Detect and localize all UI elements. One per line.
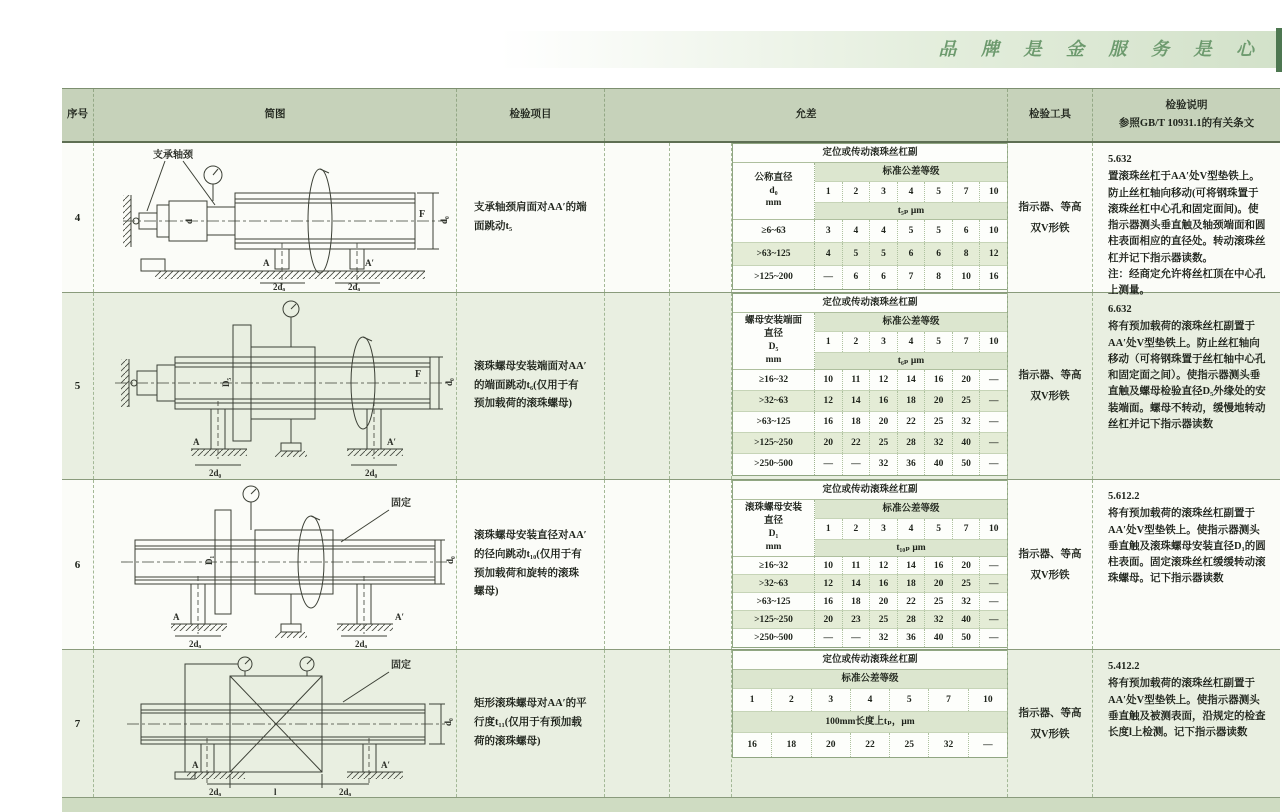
table-row-5	[62, 293, 1280, 480]
tolerance-value-cell: 2	[842, 332, 870, 352]
d0-label: d₀	[443, 717, 453, 726]
tolerance-value-cell: 32	[924, 611, 952, 628]
tolerance-value-cell: 5	[897, 220, 925, 242]
tolerance-value-cell: 8	[924, 266, 952, 289]
tolerance-value-cell: 16	[869, 391, 897, 411]
note-text: 将有预加载荷的滚珠丝杠副置于AA′处V型垫铁上。防止丝杠轴向移动（可将钢珠置于丝杠轴中心孔和固定面之间）。使指示器测头垂直触及螺母检验直径D₅外缘处的安装端面。螺母不转动，缓慢地转动丝杠并记下指示器读数	[1108, 321, 1266, 430]
tolerance-data-row: >125~250 20 22 25 28 32 40 —	[733, 433, 1007, 454]
note-remark: 注：经商定允许将丝杠顶在中心孔上测量。	[1108, 268, 1266, 297]
tolerance-value-cell: 6	[952, 220, 980, 242]
note-clause: 5.612.2	[1108, 491, 1140, 502]
tolerance-value-cell: 18	[897, 575, 925, 592]
tolerance-data-row: >125~250 20 23 25 28 32 40 —	[733, 611, 1007, 629]
tolerance-value-cell: 14	[842, 575, 870, 592]
flange-diameter-label: D₅	[221, 377, 231, 387]
grade-values-row	[815, 332, 1007, 353]
diagram-nut-face-runout	[93, 293, 456, 479]
tolerance-value-cell: 5	[924, 519, 952, 539]
tolerance-value-cell: 25	[952, 391, 980, 411]
tolerance-value-cell: 20	[823, 438, 834, 448]
dim-right: 2d₀	[348, 281, 361, 291]
tolerance-data-row: >250~500 — — 32 36 40 50 —	[733, 629, 1007, 647]
slogan-text: 品 牌 是 金 服 务 是 心	[938, 39, 1264, 59]
inspection-item: 支承轴颈肩面对AA′的端面跳动t₅	[456, 143, 604, 292]
spacer-column	[669, 143, 731, 292]
tolerance-value-cell: —	[823, 459, 834, 469]
tolerance-value-cell: 11	[842, 557, 870, 574]
note-clause: 5.632	[1108, 154, 1132, 165]
tolerance-value-cell: 2	[771, 689, 810, 711]
tolerance-value-cell: 32	[869, 454, 897, 475]
row-seq: 6	[74, 558, 81, 571]
tolerance-value-cell: 10	[979, 519, 1007, 539]
f-label: F	[419, 208, 426, 220]
tolerance-value-cell: 4	[825, 249, 831, 259]
a-prime-label: A′	[387, 436, 397, 447]
tolerance-value-cell: 10	[968, 689, 1007, 711]
tolerance-value-cell: 18	[842, 593, 870, 610]
dim-right: 2d₀	[339, 786, 352, 796]
tolerance-value-cell: 5	[842, 243, 870, 265]
tolerance-value-cell: —	[979, 629, 1007, 647]
dim-left: 2d₀	[209, 786, 222, 796]
note-clause: 6.632	[1108, 304, 1132, 315]
tolerance-value-cell: 32	[952, 593, 980, 610]
tolerance-table-title: 定位或传动滚珠丝杠副	[733, 294, 1007, 313]
tolerance-value-cell: 1	[825, 187, 831, 197]
a-label: A	[173, 611, 180, 622]
note-header-title: 检验说明	[1165, 100, 1208, 112]
diagram-nut-radial-runout	[93, 480, 456, 649]
note-header-ref: 参照GB/T 10931.1的有关条文	[1118, 118, 1255, 129]
inspection-note	[1092, 293, 1280, 479]
tolerance-data-row: >32~63 12 14 16 18 20 25 —	[733, 575, 1007, 593]
tolerance-value-cell: 10	[979, 220, 1007, 242]
tolerance-data-row: ≥16~32 10 11 12 14 16 20 —	[733, 370, 1007, 391]
d-label: d	[184, 218, 194, 224]
tolerance-value-cell: 22	[897, 593, 925, 610]
inspection-table	[62, 88, 1280, 812]
technical-drawing-row5	[95, 295, 455, 478]
col-header-tool: 检验工具	[1007, 89, 1092, 141]
tolerance-value-cell: 10	[823, 561, 834, 571]
diagram-journal-face-runout	[93, 143, 456, 292]
tolerance-value-cell: 18	[897, 391, 925, 411]
tolerance-value-cell: 12	[979, 243, 1007, 265]
col-header-diagram: 简图	[93, 89, 456, 141]
page-banner	[500, 31, 1282, 68]
tolerance-data-row: ≥16~32 10 11 12 14 16 20 —	[733, 557, 1007, 575]
grade-label: 标准公差等级	[815, 500, 1007, 519]
tolerance-value-cell: 20	[811, 733, 850, 757]
tolerance-table-row6	[732, 480, 1008, 648]
a-prime-label: A′	[365, 257, 375, 268]
inspection-tool: 指示器、等高双V形铁	[1007, 143, 1092, 292]
flange-diameter-label: D₁	[204, 555, 214, 565]
spacer-column	[669, 650, 731, 797]
tolerance-value-cell: 11	[842, 370, 870, 390]
tolerance-data-row: ≥6~63 3 4 4 5 5 6 10	[733, 220, 1007, 243]
tolerance-value-cell: 40	[924, 454, 952, 475]
dim-left: 2d₀	[209, 467, 222, 478]
a-label: A	[193, 436, 200, 447]
inspection-item: 滚珠螺母安装直径对AA′的径向跳动t₁₀(仅用于有预加载荷和旋转的滚珠螺母)	[456, 480, 604, 649]
tolerance-column	[731, 143, 1007, 292]
tolerance-value-cell: 25	[889, 733, 928, 757]
tolerance-value-cell: —	[979, 391, 1007, 411]
tolerance-data-row: >250~500 — — 32 36 40 50 —	[733, 454, 1007, 475]
tolerance-data-row: >63~125 16 18 20 22 25 32 —	[733, 593, 1007, 611]
inspection-note	[1092, 480, 1280, 649]
spacer-column	[669, 293, 731, 479]
dim-right: 2d₀	[355, 638, 368, 648]
inspection-tool: 指示器、等高双V形铁	[1007, 293, 1092, 479]
tolerance-value-cell: 2	[842, 182, 870, 202]
callout-label: 固定	[391, 497, 411, 509]
grade-label: 标准公差等级	[733, 670, 1007, 689]
spacer-column	[604, 480, 669, 649]
tolerance-value-cell: 16	[747, 740, 757, 750]
tolerance-value-cell: 10	[952, 266, 980, 289]
tolerance-value-cell: 4	[897, 519, 925, 539]
tolerance-value-cell: 1	[749, 695, 755, 705]
tolerance-value-cell: —	[979, 370, 1007, 390]
inspection-tool: 指示器、等高双V形铁	[1007, 650, 1092, 797]
row-seq: 5	[74, 380, 81, 392]
tolerance-value-cell: 28	[897, 611, 925, 628]
tolerance-value-cell: 3	[811, 689, 850, 711]
tolerance-value-cell: 16	[823, 417, 834, 427]
inspection-tool: 指示器、等高双V形铁	[1007, 480, 1092, 649]
tolerance-value-cell: 22	[850, 733, 889, 757]
tolerance-value-cell: 25	[952, 575, 980, 592]
tolerance-value-cell: 20	[869, 593, 897, 610]
tolerance-value-cell: 40	[952, 433, 980, 453]
tolerance-data-row: >32~63 12 14 16 18 20 25 —	[733, 391, 1007, 412]
tolerance-column	[731, 480, 1007, 649]
unit-row: t₁₀ₚ μm	[815, 540, 1007, 556]
tolerance-value-cell: 25	[869, 611, 897, 628]
tolerance-value-cell: 4	[869, 220, 897, 242]
tolerance-value-cell: 7	[897, 266, 925, 289]
tolerance-value-cell: 4	[850, 689, 889, 711]
col-header-note	[1092, 89, 1280, 141]
dim-left: 2d₀	[273, 281, 286, 291]
tolerance-value-cell: —	[979, 412, 1007, 432]
tolerance-value-cell: —	[842, 454, 870, 475]
tolerance-value-cell: 1	[825, 524, 831, 534]
spacer-column	[669, 480, 731, 649]
note-text: 将有预加载荷的滚珠丝杠副置于AA′处V型垫铁上。使指示器测头垂直触及滚珠螺母安装直径D₁的圆柱表面。固定滚珠丝杠缓缓转动滚珠螺母。记下指示器读数	[1108, 508, 1266, 585]
tolerance-value-cell: 10	[979, 182, 1007, 202]
tolerance-value-cell: 16	[869, 575, 897, 592]
tolerance-value-cell: —	[979, 557, 1007, 574]
tolerance-value-cell: —	[968, 733, 1007, 757]
spacer-column	[604, 293, 669, 479]
note-clause: 5.412.2	[1108, 661, 1140, 672]
tolerance-value-cell: 5	[924, 332, 952, 352]
tolerance-value-cell: 12	[869, 557, 897, 574]
callout-label: 固定	[391, 659, 411, 671]
col-header-item: 检验项目	[456, 89, 604, 141]
tolerance-value-cell: 10	[979, 332, 1007, 352]
tolerance-table-title: 定位或传动滚珠丝杠副	[733, 144, 1007, 163]
tolerance-value-cell: 2	[842, 519, 870, 539]
tolerance-value-cell: 23	[842, 611, 870, 628]
tolerance-table-title: 定位或传动滚珠丝杠副	[733, 651, 1007, 670]
tolerance-value-cell: 5	[889, 689, 928, 711]
tolerance-value-cell: 50	[952, 629, 980, 647]
diagram-rect-nut-parallelism	[93, 650, 456, 797]
tolerance-value-cell: 4	[897, 332, 925, 352]
tolerance-value-cell: 6	[869, 266, 897, 289]
tolerance-value-cell: 1	[825, 337, 831, 347]
tolerance-value-cell: 3	[869, 332, 897, 352]
tolerance-table-title: 定位或传动滚珠丝杠副	[733, 481, 1007, 500]
row-seq: 4	[74, 211, 81, 224]
inspection-note	[1092, 650, 1280, 797]
d0-label: d₀	[445, 555, 455, 564]
tolerance-value-cell: 16	[924, 370, 952, 390]
tolerance-table-head	[733, 313, 1007, 370]
grade-label: 标准公差等级	[815, 163, 1007, 182]
tolerance-value-cell: 12	[869, 370, 897, 390]
tolerance-value-cell: —	[842, 629, 870, 647]
inspection-item: 矩形滚珠螺母对AA′的平行度t₁₁(仅用于有预加载荷的滚珠螺母)	[456, 650, 604, 797]
tolerance-value-cell: 22	[842, 433, 870, 453]
a-label: A	[263, 257, 270, 268]
tolerance-value-cell: 25	[924, 412, 952, 432]
tolerance-value-cell: 3	[825, 226, 831, 236]
tolerance-value-cell: —	[979, 593, 1007, 610]
tolerance-value-cell: —	[823, 272, 834, 282]
dim-right: 2d₀	[365, 467, 378, 478]
spacer-column	[604, 650, 669, 797]
drawing-lines	[115, 301, 447, 465]
tolerance-value-cell: 16	[823, 597, 834, 607]
tolerance-value-cell: 18	[842, 412, 870, 432]
tolerance-value-cell: 14	[897, 370, 925, 390]
a-label: A	[192, 759, 199, 770]
inspection-note	[1092, 143, 1280, 297]
tolerance-value-cell: 40	[952, 611, 980, 628]
tolerance-value-cell: 36	[897, 629, 925, 647]
tolerance-value-cell: 25	[869, 433, 897, 453]
tolerance-value-cell: 16	[924, 557, 952, 574]
tolerance-value-cell: —	[979, 454, 1007, 475]
tolerance-value-cell: 7	[928, 689, 967, 711]
tolerance-table-head	[733, 500, 1007, 557]
d0-label: d₀	[444, 377, 454, 386]
tolerance-value-cell: 3	[869, 182, 897, 202]
tolerance-value-cell: 6	[897, 243, 925, 265]
tolerance-value-cell: 8	[952, 243, 980, 265]
row-seq: 7	[74, 717, 81, 730]
grade-header-block	[815, 500, 1007, 556]
tolerance-value-cell: 20	[924, 575, 952, 592]
note-text: 置滚珠丝杠于AA′处V型垫铁上。防止丝杠轴向移动(可将钢珠置于滚珠丝杠中心孔和固定面间)。使指示器测头垂直触及轴颈端面和圆柱表面相应的直径处。转动滚珠丝杠并记下指示器读数。	[1108, 171, 1266, 264]
drawing-lines	[127, 657, 445, 788]
technical-drawing-row7	[95, 652, 455, 796]
tolerance-value-cell: 32	[924, 433, 952, 453]
grade-header-block	[815, 163, 1007, 219]
tolerance-value-cell: 12	[823, 579, 834, 589]
tolerance-value-cell: 6	[842, 266, 870, 289]
technical-drawing-row6	[95, 482, 455, 648]
tolerance-value-cell: 14	[842, 391, 870, 411]
diameter-range-header: 滚珠螺母安装 直径 D₁ mm	[733, 500, 815, 556]
banner-endcap	[1276, 28, 1282, 72]
grade-values-row	[815, 182, 1007, 203]
col-header-seq: 序号	[67, 109, 88, 121]
a-prime-label: A′	[395, 611, 405, 622]
tolerance-table-row4	[732, 143, 1008, 290]
f-label: F	[415, 368, 422, 380]
next-row-edge	[62, 798, 1280, 812]
tolerance-value-cell: 20	[823, 615, 834, 625]
tolerance-value-cell: 7	[952, 332, 980, 352]
tolerance-value-cell: 32	[928, 733, 967, 757]
tolerance-value-cell: 18	[771, 733, 810, 757]
diameter-range-header: 螺母安装端面 直径 D₅ mm	[733, 313, 815, 369]
tolerance-value-cell: 6	[924, 243, 952, 265]
drawing-lines	[123, 161, 447, 285]
unit-row: t₆ₚ μm	[815, 353, 1007, 369]
tolerance-value-cell: 20	[924, 391, 952, 411]
tolerance-value-cell: 20	[952, 370, 980, 390]
d0-label: d₀	[439, 215, 449, 224]
tolerance-value-cell: 20	[952, 557, 980, 574]
tolerance-value-cell: 12	[823, 396, 834, 406]
dim-left: 2d₀	[189, 638, 202, 648]
grade-label: 标准公差等级	[815, 313, 1007, 332]
tolerance-value-cell: 16	[979, 266, 1007, 289]
tolerance-value-cell: 28	[897, 433, 925, 453]
tolerance-value-cell: 4	[897, 182, 925, 202]
inspection-item: 滚珠螺母安装端面对AA′的端面跳动t₆(仅用于有预加载荷的滚珠螺母)	[456, 293, 604, 479]
unit-row: t₅ₚ μm	[815, 203, 1007, 219]
table-row-6	[62, 480, 1280, 650]
tolerance-value-cell: 32	[952, 412, 980, 432]
tolerance-table-row5	[732, 293, 1008, 476]
tolerance-column	[731, 650, 1007, 797]
technical-drawing-row4	[95, 145, 455, 291]
tolerance-value-cell: —	[979, 575, 1007, 592]
tolerance-value-cell: 5	[869, 243, 897, 265]
tolerance-data-row: >63~125 4 5 5 6 6 8 12	[733, 243, 1007, 266]
callout-label: 支承轴颈	[153, 149, 193, 161]
tolerance-value-cell: 7	[952, 182, 980, 202]
tolerance-value-cell: 22	[897, 412, 925, 432]
spacer-column	[604, 143, 669, 292]
tolerance-value-cell: 14	[897, 557, 925, 574]
tolerance-table-row7	[732, 650, 1008, 758]
tolerance-value-cell: 5	[924, 220, 952, 242]
table-row-4	[62, 143, 1280, 297]
tolerance-data-row: >63~125 16 18 20 22 25 32 —	[733, 412, 1007, 433]
tolerance-column	[731, 293, 1007, 479]
tolerance-value-cell: 10	[823, 375, 834, 385]
tolerance-value-cell: 50	[952, 454, 980, 475]
table-row-7	[62, 650, 1280, 798]
tolerance-value-cell: 36	[897, 454, 925, 475]
a-prime-label: A′	[381, 759, 391, 770]
grade-values-row	[815, 519, 1007, 540]
tolerance-value-cell: 7	[952, 519, 980, 539]
tolerance-value-cell: 32	[869, 629, 897, 647]
tolerance-table-head	[733, 163, 1007, 220]
table-header-row	[62, 88, 1280, 143]
col-header-tolerance: 允差	[604, 89, 1007, 141]
tolerance-value-cell: 25	[924, 593, 952, 610]
grade-header-block	[815, 313, 1007, 369]
tolerance-value-cell: 3	[869, 519, 897, 539]
tolerance-value-cell: 5	[924, 182, 952, 202]
grade-values-row	[733, 689, 1007, 712]
tolerance-value-cell: 40	[924, 629, 952, 647]
tolerance-value-cell: —	[979, 433, 1007, 453]
tolerance-value-cell: 20	[869, 412, 897, 432]
dim-mid: l	[274, 786, 277, 796]
tolerance-value-cell: 4	[842, 220, 870, 242]
tolerance-data-row: >125~200 — 6 6 7 8 10 16	[733, 266, 1007, 289]
note-text: 将有预加载荷的滚珠丝杠副置于AA′处V型垫铁上。使指示器测头垂直触及被测表面，沿规定的检查长度l上检测。记下指示器读数	[1108, 678, 1266, 739]
diameter-range-header: 公称直径 d₀ mm	[733, 163, 815, 219]
tolerance-value-cell: —	[979, 611, 1007, 628]
tolerance-value-cell: —	[823, 633, 834, 643]
tolerance-data-row	[733, 733, 1007, 757]
unit-row: 100mm长度上tₚ，μm	[733, 712, 1007, 733]
